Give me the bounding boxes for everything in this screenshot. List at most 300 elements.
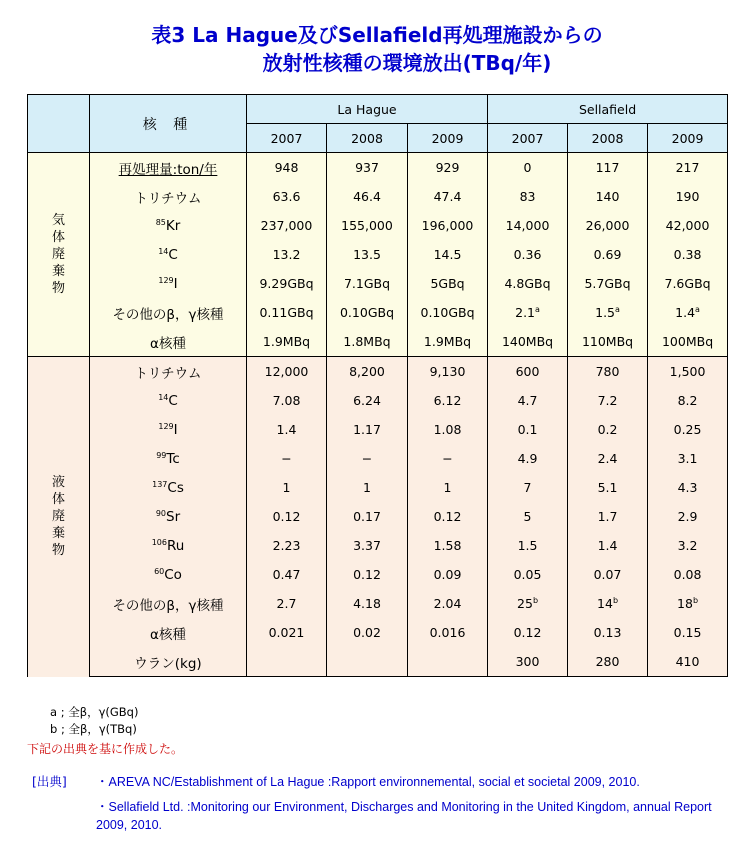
table-title-line1: 表3 La Hague及びSellafield再処理施設からの — [151, 23, 603, 47]
value-cell — [568, 153, 648, 183]
value-cell — [648, 327, 728, 357]
value-cell — [327, 647, 408, 677]
value-text: 3.37 — [353, 538, 381, 553]
value-cell — [568, 589, 648, 618]
nuclide-label-text: その他のβ，γ核種 — [112, 306, 224, 323]
value-text: 0.10GBq — [420, 305, 475, 320]
value-text: 0.05 — [513, 567, 542, 582]
footnote-a: a ; 全β，γ(GBq) — [50, 705, 139, 719]
value-cell — [327, 415, 408, 444]
year-header: 2008 — [568, 124, 648, 153]
value-cell — [327, 240, 408, 269]
value-text: 929 — [435, 160, 460, 175]
value-text: 1.08 — [433, 422, 462, 437]
footnote-marker: b — [692, 596, 699, 605]
nuclide-label — [90, 589, 247, 618]
value-text: 1.7 — [597, 509, 618, 524]
value-text: 0.36 — [513, 247, 542, 262]
value-text: 7.6GBq — [664, 276, 711, 291]
mass-number: 99 — [156, 450, 167, 460]
value-text: 100MBq — [661, 334, 714, 349]
value-text: 18 — [677, 596, 693, 611]
value-cell — [327, 560, 408, 589]
year-header: 2008 — [327, 124, 408, 153]
value-text: 1,500 — [669, 364, 706, 379]
value-text: 13.2 — [272, 247, 301, 262]
value-cell — [327, 269, 408, 298]
value-cell — [247, 473, 327, 502]
nuclide-label-text: その他のβ，γ核種 — [112, 597, 224, 614]
table-title-line2: 放射性核種の環境放出(TBq/年) — [262, 51, 552, 75]
value-cell — [408, 444, 488, 473]
mass-number: 129 — [158, 275, 174, 285]
value-text: 948 — [274, 160, 299, 175]
table-row — [28, 182, 728, 211]
nuclide-label-text: Sr — [166, 508, 181, 525]
footnote-marker: a — [615, 305, 620, 314]
nuclide-label — [90, 211, 247, 240]
value-text: 410 — [675, 654, 700, 669]
value-text: 937 — [355, 160, 379, 175]
value-cell — [408, 269, 488, 298]
table-row — [28, 298, 728, 327]
year-header: 2007 — [488, 124, 568, 153]
value-cell — [408, 589, 488, 618]
nuclide-label — [90, 647, 247, 677]
nuclide-label — [90, 473, 247, 502]
value-text: 42,000 — [665, 218, 710, 233]
value-cell — [488, 473, 568, 502]
nuclide-label — [90, 444, 247, 473]
value-text: 2.1 — [515, 305, 536, 320]
table-row — [28, 211, 728, 240]
table-row — [28, 153, 728, 183]
value-cell — [568, 211, 648, 240]
nuclide-header: 核 種 — [90, 95, 247, 153]
nuclide-label-text: Kr — [165, 217, 181, 234]
value-cell — [247, 153, 327, 183]
value-text: 6.12 — [433, 393, 462, 408]
value-cell — [408, 327, 488, 357]
value-text: 237,000 — [260, 218, 313, 233]
value-text: 12,000 — [264, 364, 309, 379]
value-text: 14 — [597, 596, 613, 611]
nuclide-label — [90, 327, 247, 357]
liquid-waste-section — [28, 357, 728, 677]
value-text: 1.9MBq — [423, 334, 472, 349]
value-cell — [488, 240, 568, 269]
nuclide-label-text: I — [173, 421, 178, 438]
value-cell — [488, 647, 568, 677]
gaseous-waste-category-text: 気 体 廃 棄 物 — [51, 213, 65, 296]
nuclide-label — [90, 502, 247, 531]
value-text: 1.4 — [276, 422, 297, 437]
value-text: 1.5 — [595, 305, 616, 320]
value-cell — [327, 589, 408, 618]
value-text: 0.47 — [272, 567, 301, 582]
emissions-table — [27, 94, 728, 677]
table-row — [28, 386, 728, 415]
value-cell — [327, 502, 408, 531]
nuclide-label-text: 再処理量:ton/年 — [118, 161, 218, 178]
value-cell — [488, 589, 568, 618]
value-cell — [648, 415, 728, 444]
value-cell — [327, 357, 408, 387]
value-text: 140 — [595, 189, 620, 204]
value-text: 0.12 — [513, 625, 542, 640]
value-cell — [408, 618, 488, 647]
facility-header-la-hague: La Hague — [247, 95, 488, 124]
value-cell — [648, 357, 728, 387]
value-cell — [327, 444, 408, 473]
value-text: 0.02 — [353, 625, 381, 640]
value-cell — [247, 589, 327, 618]
value-cell — [648, 502, 728, 531]
value-cell — [327, 182, 408, 211]
value-text: 1.17 — [353, 422, 381, 437]
value-cell — [568, 531, 648, 560]
value-cell — [568, 357, 648, 387]
value-cell — [247, 298, 327, 327]
value-cell — [488, 269, 568, 298]
value-cell — [408, 531, 488, 560]
value-text: 2.9 — [677, 509, 698, 524]
footnote-marker: b — [532, 596, 539, 605]
value-cell — [247, 240, 327, 269]
value-text: 0.25 — [673, 422, 702, 437]
nuclide-label — [90, 531, 247, 560]
value-cell — [648, 560, 728, 589]
value-cell — [648, 647, 728, 677]
footnote-marker: b — [612, 596, 619, 605]
value-cell — [648, 240, 728, 269]
value-cell — [568, 473, 648, 502]
value-text: 14,000 — [505, 218, 550, 233]
nuclide-label — [90, 560, 247, 589]
value-text: − — [442, 451, 453, 466]
value-text: 4.9 — [517, 451, 538, 466]
value-cell — [488, 618, 568, 647]
value-text: 83 — [519, 189, 536, 204]
value-text: 0.13 — [593, 625, 622, 640]
value-cell — [327, 618, 408, 647]
nuclide-label-text: α核種 — [150, 335, 186, 352]
value-cell — [568, 386, 648, 415]
value-cell — [408, 153, 488, 183]
value-cell — [648, 182, 728, 211]
gaseous-waste-section — [28, 153, 728, 357]
value-text: 1 — [363, 480, 371, 495]
value-cell — [488, 444, 568, 473]
mass-number: 90 — [155, 508, 167, 518]
table-row — [28, 531, 728, 560]
footnote-marker: a — [535, 305, 540, 314]
nuclide-label-text: トリチウム — [134, 365, 202, 382]
value-cell — [488, 182, 568, 211]
table-row — [28, 647, 728, 677]
value-cell — [327, 327, 408, 357]
year-header: 2009 — [408, 124, 488, 153]
value-text: 5.1 — [597, 480, 618, 495]
value-text: 4.7 — [517, 393, 538, 408]
value-cell — [568, 298, 648, 327]
value-cell — [247, 531, 327, 560]
nuclide-label-text: C — [168, 246, 178, 263]
value-cell — [408, 240, 488, 269]
value-text: 5.7GBq — [584, 276, 631, 291]
facility-header-sellafield: Sellafield — [488, 95, 728, 124]
value-text: 117 — [595, 160, 620, 175]
value-cell — [408, 560, 488, 589]
value-cell — [247, 269, 327, 298]
value-text: 0.12 — [272, 509, 301, 524]
nuclide-label-text: Ru — [166, 537, 185, 554]
table-row — [28, 618, 728, 647]
value-cell — [247, 327, 327, 357]
value-cell — [648, 473, 728, 502]
value-text: 4.8GBq — [504, 276, 551, 291]
value-text: 780 — [595, 364, 620, 379]
value-cell — [488, 502, 568, 531]
nuclide-label-text: I — [173, 275, 178, 292]
nuclide-label-text: Co — [164, 566, 182, 583]
value-cell — [648, 153, 728, 183]
mass-number: 129 — [158, 421, 174, 431]
value-cell — [327, 531, 408, 560]
source-item-areva: ・AREVA NC/Establishment of La Hague :Rapport environnemental, social et societal 2009, 2010. — [96, 775, 640, 789]
value-cell — [568, 269, 648, 298]
value-text: 25 — [517, 596, 533, 611]
value-cell — [488, 357, 568, 387]
value-cell — [568, 647, 648, 677]
value-text: 2.23 — [272, 538, 301, 553]
value-cell — [327, 473, 408, 502]
value-cell — [247, 618, 327, 647]
nuclide-label-text: Tc — [166, 450, 180, 467]
value-cell — [568, 327, 648, 357]
value-text: 0.38 — [673, 247, 702, 262]
value-cell — [488, 531, 568, 560]
value-text: 2.7 — [276, 596, 297, 611]
value-text: 600 — [515, 364, 540, 379]
header-blank — [28, 95, 90, 153]
value-cell — [247, 502, 327, 531]
value-text: 110MBq — [581, 334, 634, 349]
value-cell — [568, 560, 648, 589]
nuclide-label — [90, 386, 247, 415]
value-cell — [568, 502, 648, 531]
value-text: 7.2 — [597, 393, 618, 408]
value-text: 0.12 — [353, 567, 381, 582]
value-text: 3.2 — [677, 538, 698, 553]
footnote-b: b ; 全β，γ(TBq) — [50, 722, 137, 736]
value-text: 0 — [523, 160, 532, 175]
table-row — [28, 240, 728, 269]
value-cell — [408, 211, 488, 240]
value-cell — [408, 357, 488, 387]
value-text: 7.08 — [272, 393, 301, 408]
value-cell — [327, 298, 408, 327]
value-text: − — [361, 451, 373, 466]
nuclide-label — [90, 269, 247, 298]
source-item-sellafield: ・Sellafield Ltd. :Monitoring our Environment, Discharges and Monitoring in the United Kingdom, annual Report 2009, 2010. — [96, 800, 712, 832]
value-text: − — [281, 451, 292, 466]
nuclide-label-text: Cs — [167, 479, 184, 496]
source-label: [出典] — [32, 774, 67, 789]
value-text: 13.5 — [353, 247, 381, 262]
value-cell — [568, 182, 648, 211]
liquid-waste-category-text: 液 体 廃 棄 物 — [51, 475, 65, 559]
value-text: 4.3 — [677, 480, 698, 495]
value-text: 0.021 — [268, 625, 305, 640]
value-text: 300 — [515, 654, 540, 669]
value-cell — [327, 386, 408, 415]
value-text: 0.08 — [673, 567, 702, 582]
table-row — [28, 560, 728, 589]
value-text: 4.18 — [353, 596, 381, 611]
value-cell — [247, 182, 327, 211]
value-text: 9,130 — [429, 364, 466, 379]
value-text: 8.2 — [677, 393, 698, 408]
value-text: 0.69 — [593, 247, 622, 262]
value-cell — [488, 153, 568, 183]
year-header: 2009 — [648, 124, 728, 153]
value-text: 1.58 — [433, 538, 462, 553]
table-row — [28, 327, 728, 357]
value-text: 217 — [675, 160, 700, 175]
value-text: 46.4 — [353, 189, 381, 204]
value-cell — [408, 502, 488, 531]
nuclide-label-text: トリチウム — [134, 190, 202, 207]
value-cell — [568, 618, 648, 647]
value-cell — [648, 269, 728, 298]
value-cell — [648, 298, 728, 327]
nuclide-label-text: C — [168, 392, 178, 409]
table-row — [28, 357, 728, 387]
value-cell — [488, 211, 568, 240]
value-text: 63.6 — [272, 189, 301, 204]
value-cell — [327, 153, 408, 183]
value-cell — [327, 211, 408, 240]
value-text: 280 — [595, 654, 620, 669]
nuclide-label-text: ウラン(kg) — [134, 655, 202, 672]
value-text: 8,200 — [349, 364, 385, 379]
value-cell — [408, 298, 488, 327]
value-text: 1.9MBq — [262, 334, 311, 349]
value-text: 2.04 — [433, 596, 462, 611]
value-text: 47.4 — [433, 189, 462, 204]
value-cell — [247, 415, 327, 444]
value-text: 0.12 — [433, 509, 462, 524]
value-text: 1 — [443, 480, 452, 495]
mass-number: 106 — [151, 537, 167, 547]
value-text: 0.09 — [433, 567, 462, 582]
value-cell — [247, 647, 327, 677]
value-text: 5GBq — [430, 276, 465, 291]
value-cell — [247, 357, 327, 387]
value-text: 7 — [523, 480, 532, 495]
value-cell — [648, 589, 728, 618]
value-cell — [247, 560, 327, 589]
value-text: 1.5 — [517, 538, 538, 553]
mass-number: 60 — [154, 566, 165, 576]
table-row — [28, 444, 728, 473]
nuclide-label-text: α核種 — [150, 626, 186, 643]
value-text: 2.4 — [597, 451, 618, 466]
nuclide-label — [90, 153, 247, 183]
liquid-waste-category — [28, 357, 90, 677]
made-from-note: 下記の出典を基に作成した。 — [27, 742, 184, 756]
value-cell — [488, 560, 568, 589]
nuclide-label — [90, 240, 247, 269]
value-cell — [648, 618, 728, 647]
value-text: 1.4 — [675, 305, 696, 320]
value-cell — [408, 647, 488, 677]
value-text: 7.1GBq — [343, 276, 391, 291]
value-text: 3.1 — [677, 451, 698, 466]
table-row — [28, 589, 728, 618]
value-text: 0.016 — [429, 625, 466, 640]
value-cell — [568, 444, 648, 473]
value-text: 6.24 — [353, 393, 381, 408]
gaseous-waste-category — [28, 153, 90, 357]
value-cell — [408, 473, 488, 502]
value-text: 0.17 — [353, 509, 381, 524]
value-text: 1.4 — [597, 538, 618, 553]
value-text: 1 — [282, 480, 291, 495]
value-text: 0.11GBq — [259, 305, 314, 320]
value-text: 0.1 — [517, 422, 538, 437]
mass-number: 85 — [155, 217, 166, 227]
value-cell — [408, 386, 488, 415]
value-cell — [648, 444, 728, 473]
footnote-marker: a — [695, 305, 700, 314]
value-cell — [408, 182, 488, 211]
nuclide-label — [90, 415, 247, 444]
value-cell — [648, 211, 728, 240]
value-text: 140MBq — [501, 334, 554, 349]
value-cell — [408, 415, 488, 444]
value-text: 0.15 — [673, 625, 702, 640]
mass-number: 137 — [152, 479, 168, 489]
value-cell — [247, 386, 327, 415]
value-text: 5 — [523, 509, 532, 524]
value-cell — [568, 240, 648, 269]
value-text: 196,000 — [421, 218, 474, 233]
table-row — [28, 415, 728, 444]
value-cell — [648, 386, 728, 415]
value-cell — [568, 415, 648, 444]
year-header: 2007 — [247, 124, 327, 153]
value-cell — [247, 444, 327, 473]
value-text: 190 — [675, 189, 700, 204]
table-row — [28, 269, 728, 298]
value-text: 1.8MBq — [343, 334, 391, 349]
value-text: 0.07 — [593, 567, 622, 582]
value-text: 0.2 — [597, 422, 618, 437]
value-cell — [247, 211, 327, 240]
table-row — [28, 473, 728, 502]
nuclide-label — [90, 298, 247, 327]
mass-number: 14 — [158, 392, 169, 402]
value-text: 155,000 — [341, 218, 393, 233]
nuclide-label — [90, 182, 247, 211]
table-row — [28, 502, 728, 531]
value-text: 0.10GBq — [339, 305, 395, 320]
value-cell — [488, 298, 568, 327]
value-text: 26,000 — [585, 218, 630, 233]
nuclide-label — [90, 618, 247, 647]
